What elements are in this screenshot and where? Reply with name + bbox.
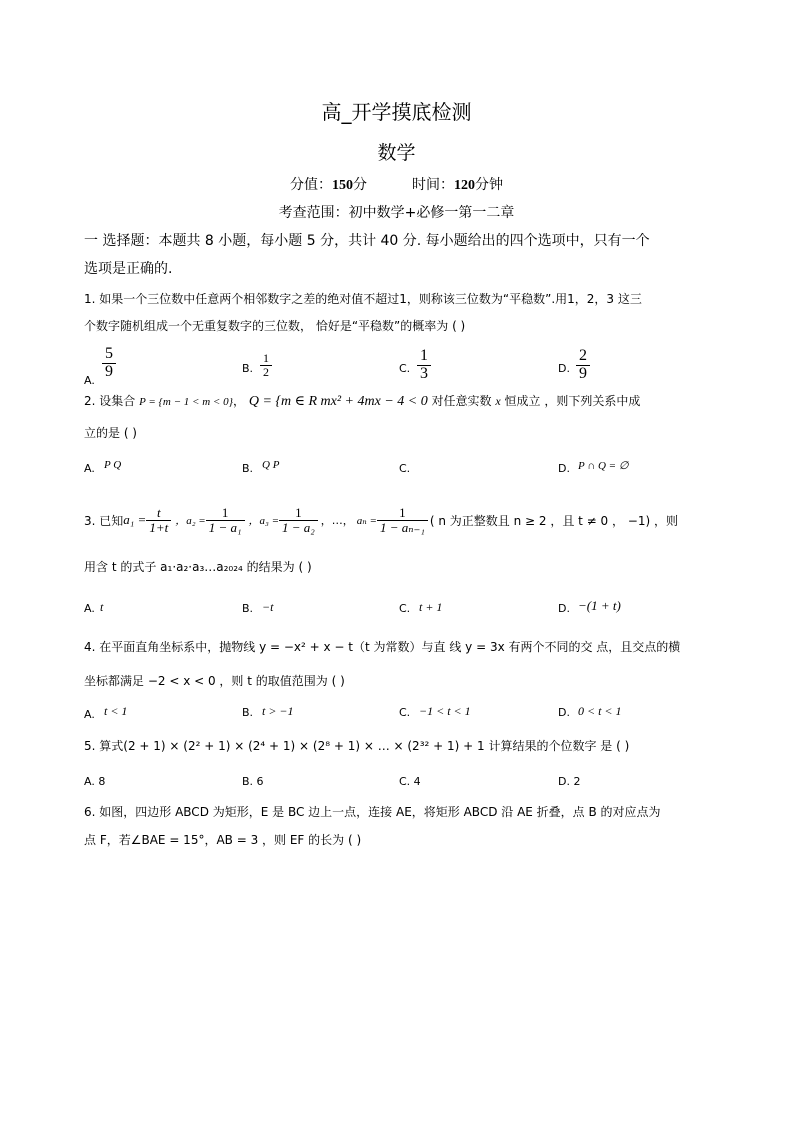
q4-option-c: −1 < t < 1 bbox=[419, 704, 471, 718]
q2-stem-line1 bbox=[84, 392, 640, 410]
q3-a1-fraction bbox=[146, 506, 171, 534]
q2-stem-line2: 立的是 ( ) bbox=[84, 426, 137, 440]
section-intro-line1: 一 选择题：本题共 8 小题，每小题 5 分，共计 40 分. 每小题给出的四个选项中，只有一个 bbox=[84, 233, 650, 249]
q3-prefix: 3. 已知 bbox=[84, 513, 124, 528]
q3-a2-numerator: 1 bbox=[206, 506, 245, 521]
exam-title: 高_开学摸底检测 bbox=[321, 100, 472, 124]
q2-option-d-label: D. bbox=[558, 462, 570, 475]
q3-an-lhs: aₙ = bbox=[356, 514, 377, 527]
q5-option-c: C. 4 bbox=[399, 775, 421, 788]
q6-stem-line1: 6. 如图，四边形 ABCD 为矩形，E 是 BC 边上一点，连接 AE，将矩形 ABCD 沿 AE 折叠，点 B 的对应点为 bbox=[84, 805, 661, 819]
q2-option-b: Q P bbox=[262, 459, 280, 471]
q2-separator: ， bbox=[233, 394, 246, 408]
q5-option-a: A. 8 bbox=[84, 775, 106, 788]
q3-option-c: t + 1 bbox=[419, 600, 443, 614]
q3-an-numerator: 1 bbox=[377, 506, 428, 521]
q3-stem-line2: 用含 t 的式子 a₁·a₂·a₃…a₂₀₂₄ 的结果为 ( ) bbox=[84, 560, 312, 574]
q3-a2-lhs: ，a₂ = bbox=[175, 515, 206, 527]
q4-option-a: t < 1 bbox=[104, 704, 128, 718]
score-value: 150 bbox=[332, 178, 354, 193]
q5-stem: 5. 算式(2 + 1) × (2² + 1) × (2⁴ + 1) × (2⁸ + 1) × … × (2³² + 1) + 1 计算结果的个位数字 是 ( ) bbox=[84, 739, 630, 753]
q2-condition: 对任意实数 bbox=[431, 394, 492, 408]
q2-set-p: P = {m − 1 < m < 0} bbox=[139, 396, 233, 408]
q2-option-d: P ∩ Q = ∅ bbox=[578, 460, 629, 472]
q3-option-b: −t bbox=[262, 600, 274, 614]
q1-a-denominator: 9 bbox=[105, 362, 113, 380]
q3-stem-line1 bbox=[84, 497, 678, 543]
q3-a3-lhs: ，a₃ = bbox=[248, 515, 279, 527]
q5-option-b: B. 6 bbox=[242, 775, 264, 788]
q1-option-a bbox=[102, 346, 116, 381]
q4-stem-line2: 坐标都满足 −2 < x < 0 ，则 t 的取值范围为 ( ) bbox=[84, 674, 345, 688]
q3-option-c-label: C. bbox=[399, 602, 411, 615]
q2-condition-tail: 恒成立 ，则下列关系中成 bbox=[504, 394, 641, 408]
q1-b-numerator: 1 bbox=[260, 352, 272, 366]
q4-option-d-label: D. bbox=[558, 706, 570, 719]
score-label: 分值： bbox=[290, 177, 333, 193]
q2-option-a: P Q bbox=[104, 459, 122, 471]
score-time-line bbox=[0, 174, 793, 194]
q3-an-denominator: 1 − aₙ₋₁ bbox=[379, 519, 425, 535]
q1-option-c-label: C. bbox=[399, 362, 411, 375]
q4-option-b: t > −1 bbox=[262, 704, 294, 718]
q3-condition: ( n 为正整数且 n ≥ 2 ，且 t ≠ 0 ， −1) ，则 bbox=[429, 513, 678, 528]
q2-option-b-label: B. bbox=[242, 462, 254, 475]
q4-option-d: 0 < t < 1 bbox=[578, 704, 622, 718]
q3-ellipsis: ，…， bbox=[320, 514, 354, 527]
q1-a-numerator: 5 bbox=[102, 346, 116, 364]
q1-option-c bbox=[417, 348, 431, 383]
q3-a1-denominator: 1+t bbox=[149, 519, 169, 535]
q3-a3-numerator: 1 bbox=[279, 506, 318, 521]
q1-option-b bbox=[260, 352, 272, 378]
q3-an-fraction bbox=[377, 506, 428, 534]
time-unit: 分钟 bbox=[474, 177, 503, 193]
q4-option-c-label: C. bbox=[399, 706, 411, 719]
time-value: 120 bbox=[453, 178, 475, 193]
q3-a3-fraction bbox=[279, 506, 318, 534]
q1-c-denominator: 3 bbox=[420, 364, 428, 382]
q1-stem-line2: 个数字随机组成一个无重复数字的三位数， 恰好是“平稳数”的概率为 ( ) bbox=[84, 319, 466, 333]
q1-option-d-label: D. bbox=[558, 362, 570, 375]
q3-a3-denominator: 1 − a₂ bbox=[282, 519, 315, 535]
q3-a1-lhs: a₁ = bbox=[123, 512, 147, 527]
q3-option-b-label: B. bbox=[242, 602, 254, 615]
q3-option-a: t bbox=[100, 600, 104, 614]
q3-a2-fraction bbox=[206, 506, 245, 534]
q1-option-d bbox=[576, 348, 590, 383]
q4-stem-line1: 4. 在平面直角坐标系中，抛物线 y = −x² + x − t（t 为常数）与直 线 y = 3x 有两个不同的交 点，且交点的横 bbox=[84, 640, 681, 654]
q5-option-d: D. 2 bbox=[558, 775, 581, 788]
q2-prefix: 2. 设集合 bbox=[84, 394, 136, 408]
subject-title: 数学 bbox=[377, 142, 416, 164]
q3-option-d-label: D. bbox=[558, 602, 570, 615]
q6-stem-line2: 点 F，若∠BAE = 15°，AB = 3 ，则 EF 的长为 ( ) bbox=[84, 833, 362, 847]
q1-d-denominator: 9 bbox=[579, 364, 587, 382]
q3-option-a-label: A. bbox=[84, 602, 95, 615]
q2-option-c-label: C. bbox=[399, 462, 411, 475]
q3-a2-denominator: 1 − a₁ bbox=[208, 519, 242, 535]
q2-option-a-label: A. bbox=[84, 462, 95, 475]
q1-option-b-label: B. bbox=[242, 362, 254, 375]
q1-c-numerator: 1 bbox=[417, 348, 431, 366]
q2-set-q: Q = {m ∈ R mx² + 4mx − 4 < 0 bbox=[248, 394, 428, 409]
q4-option-b-label: B. bbox=[242, 706, 254, 719]
q1-stem-line1: 1. 如果一个三位数中任意两个相邻数字之差的绝对值不超过1，则称该三位数为“平稳数”.用1，2，3 这三 bbox=[84, 292, 642, 306]
q2-variable-x: x bbox=[495, 394, 501, 408]
q3-option-d: −(1 + t) bbox=[578, 598, 621, 613]
q1-options bbox=[84, 345, 704, 387]
score-unit: 分 bbox=[353, 177, 368, 193]
q1-d-numerator: 2 bbox=[576, 348, 590, 366]
exam-scope: 考查范围：初中数学+必修一第一二章 bbox=[278, 205, 515, 221]
q4-option-a-label: A. bbox=[84, 708, 95, 721]
q3-a1-numerator: t bbox=[146, 506, 171, 521]
time-label: 时间： bbox=[411, 177, 454, 193]
q1-option-a-label: A. bbox=[84, 374, 95, 387]
section-intro-line2: 选项是正确的. bbox=[84, 261, 173, 277]
q1-b-denominator: 2 bbox=[263, 364, 269, 379]
